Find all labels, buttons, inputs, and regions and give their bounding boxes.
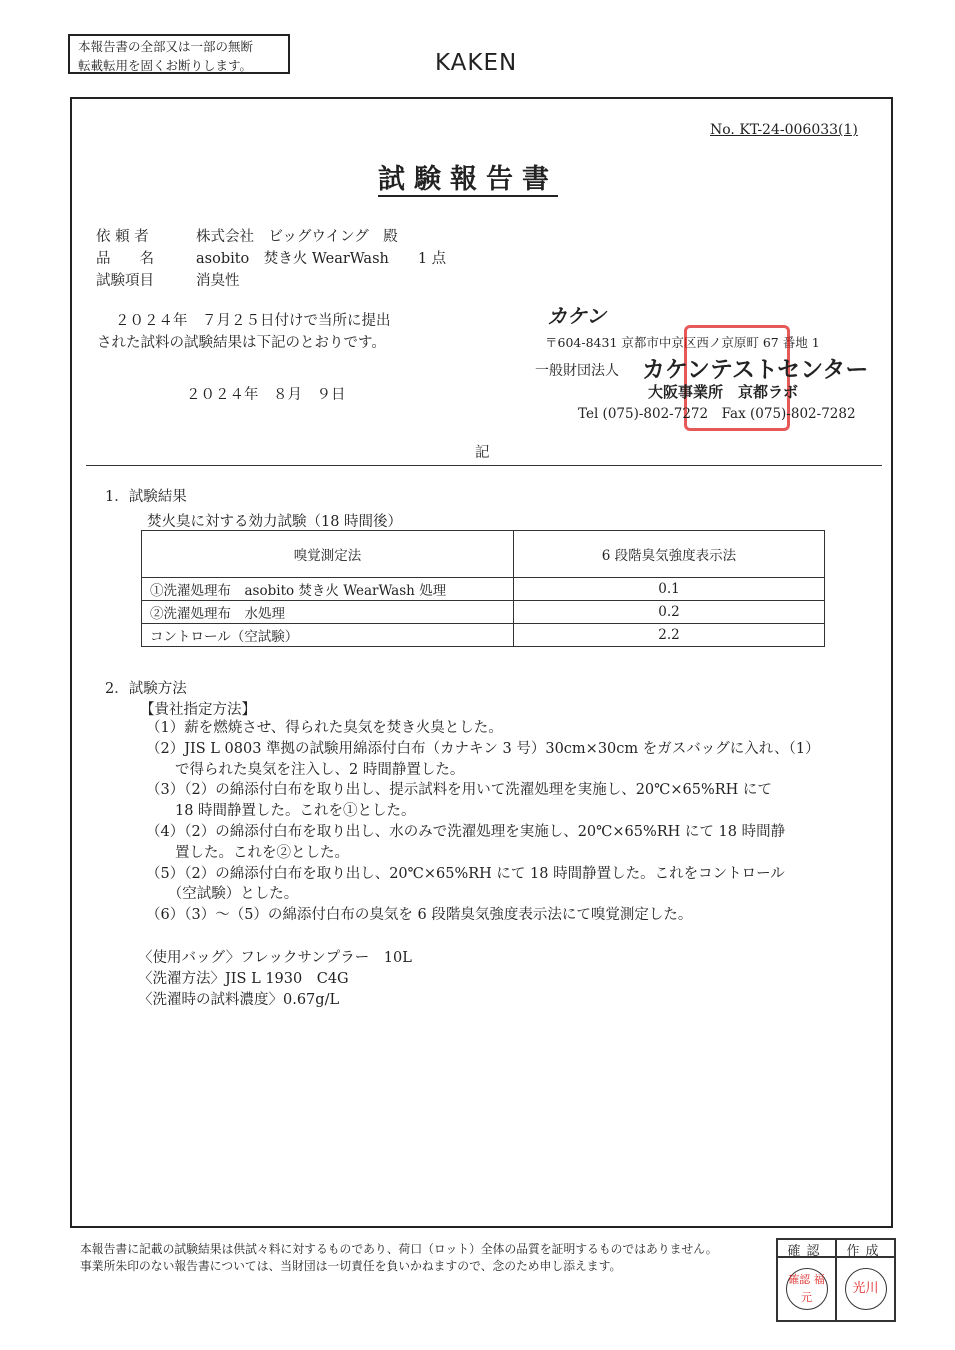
client-value: 株式会社 ビッグウイング 殿 bbox=[196, 229, 398, 245]
submission-line: された試料の試験結果は下記のとおりです。 bbox=[97, 335, 386, 351]
issuer-name: カケンテストセンター bbox=[642, 357, 869, 383]
confirm-stamp: 確認 福元 bbox=[786, 1268, 828, 1310]
method-notes bbox=[138, 948, 412, 1010]
method-line: 18 時間静置した。これを①とした。 bbox=[146, 803, 416, 820]
header-method: 嗅覚測定法 bbox=[142, 531, 514, 578]
footer-disclaimer bbox=[80, 1241, 718, 1275]
create-stamp: 光川 bbox=[845, 1268, 887, 1310]
note-line: 〈洗濯方法〉JIS L 1930 C4G bbox=[138, 970, 349, 987]
row-name: コントロール（空試験） bbox=[142, 624, 514, 647]
confirm-label: 確認 bbox=[777, 1239, 836, 1257]
section1-subtitle: 焚火臭に対する効力試験（18 時間後） bbox=[147, 514, 403, 530]
section2-subheading: 【貴社指定方法】 bbox=[140, 702, 256, 718]
issuer-org-type: 一般財団法人 bbox=[535, 363, 619, 379]
footer-line: 本報告書に記載の試験結果は供試々料に対するものであり、荷口（ロット）全体の品質を証明するものではありません。 bbox=[80, 1242, 718, 1256]
client-label: 依 頼 者 bbox=[96, 229, 149, 245]
method-line: で得られた臭気を注入し、2 時間静置した。 bbox=[146, 761, 465, 778]
footer-line: 事業所朱印のない報告書については、当財団は一切責任を負いかねますので、念のため申し添えます。 bbox=[80, 1259, 622, 1273]
brand-logo: KAKEN bbox=[435, 50, 518, 76]
table-row bbox=[142, 601, 825, 624]
copyright-notice-box bbox=[68, 34, 290, 74]
confirm-cell bbox=[777, 1257, 836, 1321]
create-cell bbox=[836, 1257, 895, 1321]
report-number: No. KT-24-006033(1) bbox=[710, 122, 858, 138]
row-name: ②洗濯処理布 水処理 bbox=[142, 601, 514, 624]
notice-line: 本報告書の全部又は一部の無断 bbox=[78, 39, 254, 54]
product-label: 品 名 bbox=[96, 251, 154, 267]
method-line: （空試験）とした。 bbox=[146, 886, 299, 903]
report-info bbox=[96, 226, 446, 292]
method-line: （1）薪を燃焼させ、得られた臭気を焚き火臭とした。 bbox=[146, 720, 503, 736]
submission-line: ２０２４年 ７月２５日付けで当所に提出 bbox=[115, 313, 391, 329]
table-row bbox=[142, 624, 825, 647]
row-value: 0.2 bbox=[514, 601, 825, 624]
row-value: 0.1 bbox=[514, 578, 825, 601]
section2-heading: 2．試験方法 bbox=[105, 681, 187, 697]
issuer-address: 〒604-8431 京都市中京区西ノ京原町 67 番地 1 bbox=[545, 335, 820, 350]
header-intensity: 6 段階臭気強度表示法 bbox=[514, 531, 825, 578]
divider bbox=[86, 465, 882, 466]
section1-heading: 1．試験結果 bbox=[105, 489, 187, 505]
method-line: （3）（2）の綿添付白布を取り出し、提示試料を用いて洗濯処理を実施し、20℃×65%RH にて bbox=[146, 782, 772, 799]
page-title: 試験報告書 bbox=[378, 164, 558, 195]
test-item-value: 消臭性 bbox=[196, 273, 240, 289]
issuer-branch: 大阪事業所 京都ラボ bbox=[648, 383, 799, 401]
table-row bbox=[142, 578, 825, 601]
issuer-phone-fax: Tel (075)-802-7272 Fax (075)-802-7282 bbox=[578, 406, 856, 422]
approval-box bbox=[776, 1238, 896, 1322]
notice-line: 転載転用を固くお断りします。 bbox=[78, 58, 253, 73]
ki-mark: 記 bbox=[475, 445, 490, 461]
row-name: ①洗濯処理布 asobito 焚き火 WearWash 処理 bbox=[142, 578, 514, 601]
row-value: 2.2 bbox=[514, 624, 825, 647]
issue-date: ２０２４年 ８月 ９日 bbox=[186, 387, 346, 403]
method-line: （6）（3）～（5）の綿添付白布の臭気を 6 段階臭気強度表示法にて嗅覚測定した。 bbox=[146, 907, 693, 924]
method-line: 置した。これを②とした。 bbox=[146, 844, 349, 861]
method-steps bbox=[146, 718, 820, 926]
test-item-label: 試験項目 bbox=[96, 273, 154, 289]
method-line: （4）（2）の綿添付白布を取り出し、水のみで洗濯処理を実施し、20℃×65%RH にて 18 時間静 bbox=[146, 823, 786, 840]
results-table bbox=[141, 530, 825, 647]
note-line: 〈使用バッグ〉フレックサンプラー 10L bbox=[138, 950, 412, 966]
method-line: （5）（2）の綿添付白布を取り出し、20℃×65%RH にて 18 時間静置した。これをコントロール bbox=[146, 865, 785, 882]
create-label: 作成 bbox=[836, 1239, 895, 1257]
submission-text bbox=[97, 310, 391, 354]
kaken-logo: カケン bbox=[547, 304, 606, 328]
method-line: （2）JIS L 0803 準拠の試験用綿添付白布（カナキン 3 号）30cm×30cm をガスバッグに入れ、（1） bbox=[146, 740, 820, 757]
table-header-row bbox=[142, 531, 825, 578]
note-line: 〈洗濯時の試料濃度〉0.67g/L bbox=[138, 991, 340, 1008]
product-value: asobito 焚き火 WearWash 1 点 bbox=[196, 251, 447, 267]
